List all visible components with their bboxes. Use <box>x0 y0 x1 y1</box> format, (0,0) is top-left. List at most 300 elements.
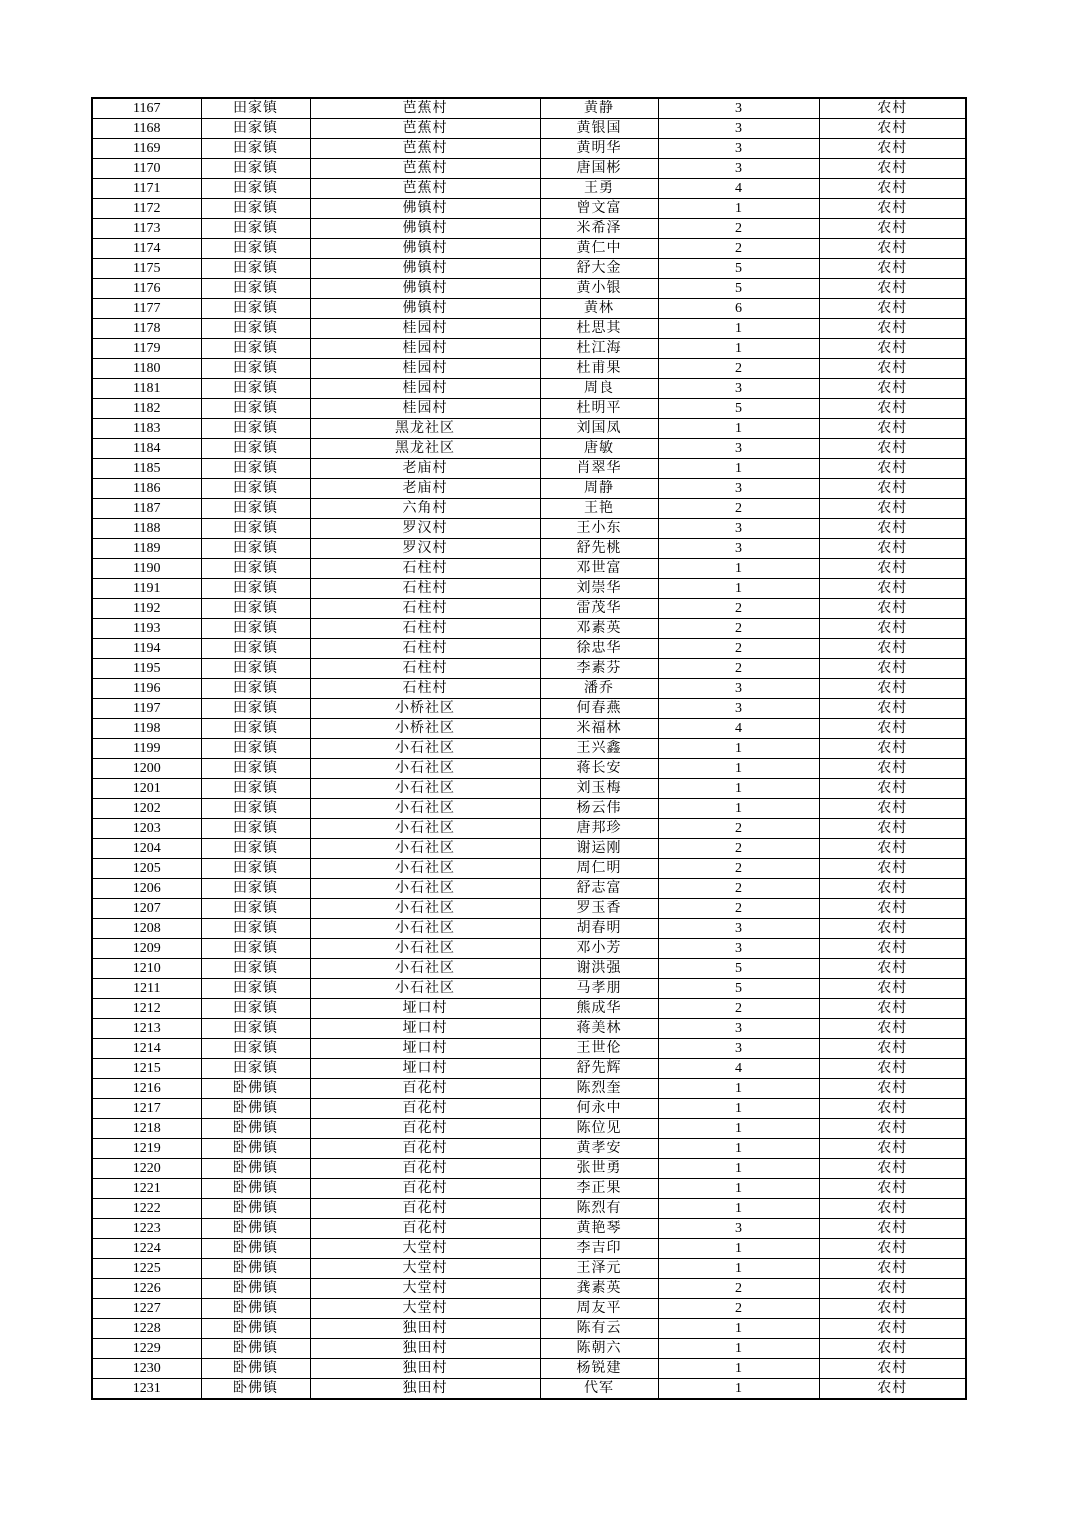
table-row <box>92 1119 966 1139</box>
name-cell: 王小东 <box>540 519 658 539</box>
village-cell: 桂园村 <box>310 379 540 399</box>
village-cell: 大堂村 <box>310 1279 540 1299</box>
table-row <box>92 1239 966 1259</box>
village-cell: 老庙村 <box>310 459 540 479</box>
row-number: 1193 <box>92 619 201 639</box>
village-cell: 小石社区 <box>310 759 540 779</box>
village-cell: 小石社区 <box>310 959 540 979</box>
table-body <box>92 98 966 1399</box>
name-cell: 舒先辉 <box>540 1059 658 1079</box>
table-row <box>92 439 966 459</box>
row-number: 1207 <box>92 899 201 919</box>
category-cell: 农村 <box>819 919 966 939</box>
category-cell: 农村 <box>819 1339 966 1359</box>
table-row <box>92 979 966 999</box>
count-cell: 3 <box>658 519 819 539</box>
town-cell: 田家镇 <box>201 979 310 999</box>
name-cell: 潘乔 <box>540 679 658 699</box>
row-number: 1191 <box>92 579 201 599</box>
town-cell: 卧佛镇 <box>201 1199 310 1219</box>
name-cell: 李吉印 <box>540 1239 658 1259</box>
row-number: 1209 <box>92 939 201 959</box>
count-cell: 2 <box>658 639 819 659</box>
village-cell: 小石社区 <box>310 819 540 839</box>
count-cell: 1 <box>658 1359 819 1379</box>
village-cell: 小桥社区 <box>310 719 540 739</box>
count-cell: 2 <box>658 599 819 619</box>
table-row <box>92 559 966 579</box>
name-cell: 周静 <box>540 479 658 499</box>
row-number: 1174 <box>92 239 201 259</box>
name-cell: 米希泽 <box>540 219 658 239</box>
table-row <box>92 1319 966 1339</box>
village-cell: 大堂村 <box>310 1259 540 1279</box>
town-cell: 田家镇 <box>201 779 310 799</box>
town-cell: 田家镇 <box>201 539 310 559</box>
count-cell: 1 <box>658 1199 819 1219</box>
table-row <box>92 199 966 219</box>
count-cell: 3 <box>658 1019 819 1039</box>
table-row <box>92 1219 966 1239</box>
name-cell: 周仁明 <box>540 859 658 879</box>
town-cell: 田家镇 <box>201 459 310 479</box>
row-number: 1197 <box>92 699 201 719</box>
town-cell: 田家镇 <box>201 179 310 199</box>
row-number: 1222 <box>92 1199 201 1219</box>
table-row <box>92 879 966 899</box>
name-cell: 曾文富 <box>540 199 658 219</box>
town-cell: 田家镇 <box>201 599 310 619</box>
category-cell: 农村 <box>819 1039 966 1059</box>
name-cell: 王勇 <box>540 179 658 199</box>
category-cell: 农村 <box>819 1379 966 1400</box>
category-cell: 农村 <box>819 759 966 779</box>
row-number: 1185 <box>92 459 201 479</box>
count-cell: 1 <box>658 1079 819 1099</box>
category-cell: 农村 <box>819 599 966 619</box>
town-cell: 田家镇 <box>201 559 310 579</box>
town-cell: 田家镇 <box>201 299 310 319</box>
table-row <box>92 579 966 599</box>
count-cell: 2 <box>658 659 819 679</box>
row-number: 1172 <box>92 199 201 219</box>
category-cell: 农村 <box>819 98 966 119</box>
table-row <box>92 1059 966 1079</box>
category-cell: 农村 <box>819 299 966 319</box>
name-cell: 黄明华 <box>540 139 658 159</box>
row-number: 1225 <box>92 1259 201 1279</box>
count-cell: 1 <box>658 779 819 799</box>
row-number: 1216 <box>92 1079 201 1099</box>
town-cell: 田家镇 <box>201 119 310 139</box>
count-cell: 2 <box>658 359 819 379</box>
name-cell: 唐邦珍 <box>540 819 658 839</box>
count-cell: 3 <box>658 919 819 939</box>
village-cell: 桂园村 <box>310 339 540 359</box>
town-cell: 田家镇 <box>201 699 310 719</box>
town-cell: 田家镇 <box>201 739 310 759</box>
category-cell: 农村 <box>819 619 966 639</box>
count-cell: 1 <box>658 1179 819 1199</box>
category-cell: 农村 <box>819 719 966 739</box>
category-cell: 农村 <box>819 739 966 759</box>
town-cell: 田家镇 <box>201 98 310 119</box>
category-cell: 农村 <box>819 639 966 659</box>
village-cell: 石柱村 <box>310 639 540 659</box>
village-cell: 芭蕉村 <box>310 179 540 199</box>
name-cell: 李素芬 <box>540 659 658 679</box>
category-cell: 农村 <box>819 499 966 519</box>
category-cell: 农村 <box>819 819 966 839</box>
category-cell: 农村 <box>819 139 966 159</box>
table-row <box>92 1179 966 1199</box>
table-row <box>92 599 966 619</box>
count-cell: 2 <box>658 1279 819 1299</box>
count-cell: 1 <box>658 1339 819 1359</box>
table-row <box>92 699 966 719</box>
table-row <box>92 1339 966 1359</box>
count-cell: 2 <box>658 999 819 1019</box>
category-cell: 农村 <box>819 459 966 479</box>
row-number: 1182 <box>92 399 201 419</box>
village-cell: 石柱村 <box>310 619 540 639</box>
category-cell: 农村 <box>819 439 966 459</box>
row-number: 1183 <box>92 419 201 439</box>
village-cell: 黑龙社区 <box>310 419 540 439</box>
category-cell: 农村 <box>819 899 966 919</box>
town-cell: 田家镇 <box>201 319 310 339</box>
name-cell: 刘玉梅 <box>540 779 658 799</box>
table-row <box>92 539 966 559</box>
table-row <box>92 1039 966 1059</box>
name-cell: 黄艳琴 <box>540 1219 658 1239</box>
count-cell: 1 <box>658 1379 819 1400</box>
table-row <box>92 1379 966 1400</box>
name-cell: 蒋长安 <box>540 759 658 779</box>
village-cell: 六角村 <box>310 499 540 519</box>
count-cell: 4 <box>658 719 819 739</box>
row-number: 1170 <box>92 159 201 179</box>
town-cell: 田家镇 <box>201 519 310 539</box>
table-row <box>92 739 966 759</box>
town-cell: 田家镇 <box>201 379 310 399</box>
row-number: 1218 <box>92 1119 201 1139</box>
town-cell: 卧佛镇 <box>201 1219 310 1239</box>
name-cell: 唐国彬 <box>540 159 658 179</box>
table-row <box>92 759 966 779</box>
row-number: 1210 <box>92 959 201 979</box>
row-number: 1188 <box>92 519 201 539</box>
town-cell: 卧佛镇 <box>201 1179 310 1199</box>
village-cell: 芭蕉村 <box>310 98 540 119</box>
category-cell: 农村 <box>819 1179 966 1199</box>
name-cell: 陈烈奎 <box>540 1079 658 1099</box>
village-cell: 大堂村 <box>310 1239 540 1259</box>
village-cell: 百花村 <box>310 1139 540 1159</box>
village-cell: 独田村 <box>310 1319 540 1339</box>
row-number: 1224 <box>92 1239 201 1259</box>
village-cell: 石柱村 <box>310 659 540 679</box>
table-row <box>92 1279 966 1299</box>
name-cell: 何春燕 <box>540 699 658 719</box>
name-cell: 杨锐建 <box>540 1359 658 1379</box>
category-cell: 农村 <box>819 1219 966 1239</box>
table-row <box>92 239 966 259</box>
village-cell: 老庙村 <box>310 479 540 499</box>
name-cell: 陈位见 <box>540 1119 658 1139</box>
village-cell: 小石社区 <box>310 799 540 819</box>
name-cell: 王世伦 <box>540 1039 658 1059</box>
name-cell: 舒志富 <box>540 879 658 899</box>
town-cell: 田家镇 <box>201 799 310 819</box>
village-cell: 桂园村 <box>310 399 540 419</box>
village-cell: 百花村 <box>310 1179 540 1199</box>
name-cell: 王泽元 <box>540 1259 658 1279</box>
village-cell: 垭口村 <box>310 1059 540 1079</box>
name-cell: 肖翠华 <box>540 459 658 479</box>
village-cell: 小石社区 <box>310 859 540 879</box>
name-cell: 李正果 <box>540 1179 658 1199</box>
town-cell: 田家镇 <box>201 199 310 219</box>
table-row <box>92 839 966 859</box>
row-number: 1227 <box>92 1299 201 1319</box>
village-cell: 独田村 <box>310 1339 540 1359</box>
village-cell: 小石社区 <box>310 779 540 799</box>
category-cell: 农村 <box>819 539 966 559</box>
count-cell: 4 <box>658 1059 819 1079</box>
name-cell: 龚素英 <box>540 1279 658 1299</box>
row-number: 1206 <box>92 879 201 899</box>
village-cell: 百花村 <box>310 1079 540 1099</box>
row-number: 1169 <box>92 139 201 159</box>
count-cell: 1 <box>658 1119 819 1139</box>
category-cell: 农村 <box>819 839 966 859</box>
count-cell: 5 <box>658 979 819 999</box>
name-cell: 代军 <box>540 1379 658 1400</box>
village-cell: 小石社区 <box>310 879 540 899</box>
village-cell: 百花村 <box>310 1119 540 1139</box>
village-cell: 芭蕉村 <box>310 159 540 179</box>
count-cell: 1 <box>658 739 819 759</box>
count-cell: 3 <box>658 679 819 699</box>
name-cell: 杜江海 <box>540 339 658 359</box>
category-cell: 农村 <box>819 1319 966 1339</box>
name-cell: 黄仁中 <box>540 239 658 259</box>
category-cell: 农村 <box>819 1259 966 1279</box>
category-cell: 农村 <box>819 559 966 579</box>
town-cell: 卧佛镇 <box>201 1239 310 1259</box>
count-cell: 5 <box>658 399 819 419</box>
village-cell: 小石社区 <box>310 839 540 859</box>
category-cell: 农村 <box>819 1099 966 1119</box>
count-cell: 5 <box>658 959 819 979</box>
table-row <box>92 379 966 399</box>
village-cell: 佛镇村 <box>310 219 540 239</box>
town-cell: 卧佛镇 <box>201 1079 310 1099</box>
town-cell: 田家镇 <box>201 999 310 1019</box>
count-cell: 1 <box>658 1139 819 1159</box>
category-cell: 农村 <box>819 1239 966 1259</box>
count-cell: 2 <box>658 899 819 919</box>
town-cell: 卧佛镇 <box>201 1279 310 1299</box>
count-cell: 1 <box>658 759 819 779</box>
count-cell: 2 <box>658 1299 819 1319</box>
category-cell: 农村 <box>819 1159 966 1179</box>
name-cell: 张世勇 <box>540 1159 658 1179</box>
table-row <box>92 299 966 319</box>
village-cell: 小桥社区 <box>310 699 540 719</box>
table-row <box>92 1099 966 1119</box>
count-cell: 1 <box>658 319 819 339</box>
name-cell: 黄静 <box>540 98 658 119</box>
row-number: 1192 <box>92 599 201 619</box>
table-row <box>92 819 966 839</box>
category-cell: 农村 <box>819 1119 966 1139</box>
town-cell: 田家镇 <box>201 919 310 939</box>
count-cell: 2 <box>658 859 819 879</box>
count-cell: 1 <box>658 559 819 579</box>
count-cell: 2 <box>658 619 819 639</box>
village-cell: 罗汉村 <box>310 539 540 559</box>
village-cell: 独田村 <box>310 1379 540 1400</box>
village-cell: 罗汉村 <box>310 519 540 539</box>
town-cell: 田家镇 <box>201 899 310 919</box>
name-cell: 陈烈有 <box>540 1199 658 1219</box>
household-table <box>91 97 967 1400</box>
table-row <box>92 899 966 919</box>
count-cell: 3 <box>658 939 819 959</box>
town-cell: 卧佛镇 <box>201 1339 310 1359</box>
town-cell: 卧佛镇 <box>201 1099 310 1119</box>
village-cell: 小石社区 <box>310 739 540 759</box>
count-cell: 3 <box>658 479 819 499</box>
table-row <box>92 779 966 799</box>
town-cell: 田家镇 <box>201 159 310 179</box>
name-cell: 徐忠华 <box>540 639 658 659</box>
row-number: 1175 <box>92 259 201 279</box>
category-cell: 农村 <box>819 779 966 799</box>
town-cell: 卧佛镇 <box>201 1119 310 1139</box>
town-cell: 田家镇 <box>201 439 310 459</box>
category-cell: 农村 <box>819 679 966 699</box>
town-cell: 田家镇 <box>201 419 310 439</box>
table-row <box>92 659 966 679</box>
row-number: 1200 <box>92 759 201 779</box>
table-row <box>92 1199 966 1219</box>
name-cell: 熊成华 <box>540 999 658 1019</box>
town-cell: 卧佛镇 <box>201 1379 310 1400</box>
count-cell: 3 <box>658 1219 819 1239</box>
table-row <box>92 619 966 639</box>
count-cell: 2 <box>658 819 819 839</box>
count-cell: 5 <box>658 279 819 299</box>
row-number: 1212 <box>92 999 201 1019</box>
table-row <box>92 419 966 439</box>
town-cell: 卧佛镇 <box>201 1319 310 1339</box>
name-cell: 黄小银 <box>540 279 658 299</box>
table-row <box>92 1299 966 1319</box>
table-row <box>92 179 966 199</box>
count-cell: 1 <box>658 1319 819 1339</box>
village-cell: 百花村 <box>310 1219 540 1239</box>
town-cell: 卧佛镇 <box>201 1139 310 1159</box>
table-row <box>92 359 966 379</box>
category-cell: 农村 <box>819 1079 966 1099</box>
row-number: 1203 <box>92 819 201 839</box>
village-cell: 佛镇村 <box>310 259 540 279</box>
name-cell: 何永中 <box>540 1099 658 1119</box>
row-number: 1201 <box>92 779 201 799</box>
town-cell: 卧佛镇 <box>201 1159 310 1179</box>
row-number: 1180 <box>92 359 201 379</box>
town-cell: 田家镇 <box>201 819 310 839</box>
name-cell: 杜思其 <box>540 319 658 339</box>
name-cell: 黄孝安 <box>540 1139 658 1159</box>
town-cell: 田家镇 <box>201 1019 310 1039</box>
category-cell: 农村 <box>819 399 966 419</box>
table-row <box>92 799 966 819</box>
category-cell: 农村 <box>819 199 966 219</box>
category-cell: 农村 <box>819 339 966 359</box>
row-number: 1196 <box>92 679 201 699</box>
name-cell: 罗玉香 <box>540 899 658 919</box>
town-cell: 田家镇 <box>201 759 310 779</box>
town-cell: 田家镇 <box>201 139 310 159</box>
table-row <box>92 519 966 539</box>
town-cell: 田家镇 <box>201 1059 310 1079</box>
name-cell: 周良 <box>540 379 658 399</box>
row-number: 1179 <box>92 339 201 359</box>
name-cell: 杜甫果 <box>540 359 658 379</box>
table-row <box>92 1079 966 1099</box>
row-number: 1176 <box>92 279 201 299</box>
town-cell: 卧佛镇 <box>201 1299 310 1319</box>
count-cell: 2 <box>658 879 819 899</box>
name-cell: 邓世富 <box>540 559 658 579</box>
count-cell: 2 <box>658 239 819 259</box>
row-number: 1173 <box>92 219 201 239</box>
table-row <box>92 719 966 739</box>
table-row <box>92 639 966 659</box>
row-number: 1211 <box>92 979 201 999</box>
village-cell: 小石社区 <box>310 979 540 999</box>
village-cell: 独田村 <box>310 1359 540 1379</box>
name-cell: 陈有云 <box>540 1319 658 1339</box>
name-cell: 唐敏 <box>540 439 658 459</box>
category-cell: 农村 <box>819 519 966 539</box>
count-cell: 3 <box>658 539 819 559</box>
count-cell: 3 <box>658 119 819 139</box>
table-row <box>92 939 966 959</box>
row-number: 1202 <box>92 799 201 819</box>
category-cell: 农村 <box>819 319 966 339</box>
count-cell: 1 <box>658 799 819 819</box>
category-cell: 农村 <box>819 259 966 279</box>
category-cell: 农村 <box>819 1279 966 1299</box>
town-cell: 田家镇 <box>201 479 310 499</box>
category-cell: 农村 <box>819 379 966 399</box>
village-cell: 黑龙社区 <box>310 439 540 459</box>
name-cell: 周友平 <box>540 1299 658 1319</box>
village-cell: 小石社区 <box>310 939 540 959</box>
category-cell: 农村 <box>819 879 966 899</box>
category-cell: 农村 <box>819 419 966 439</box>
count-cell: 3 <box>658 139 819 159</box>
village-cell: 佛镇村 <box>310 279 540 299</box>
category-cell: 农村 <box>819 479 966 499</box>
category-cell: 农村 <box>819 159 966 179</box>
category-cell: 农村 <box>819 219 966 239</box>
